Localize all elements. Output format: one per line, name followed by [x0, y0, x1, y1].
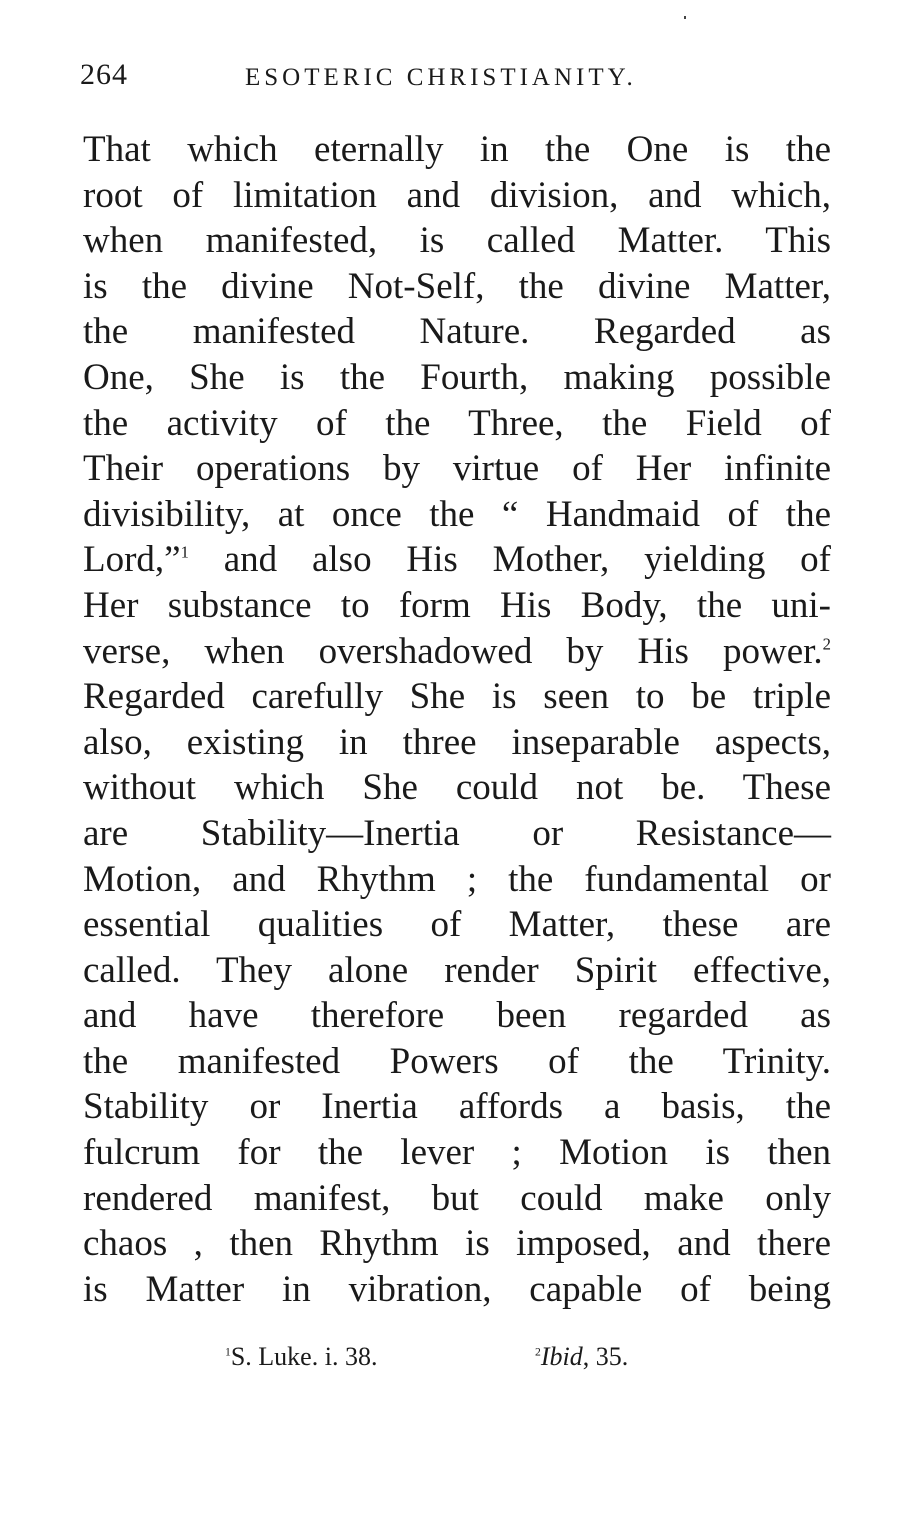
text-line-with-footnote — [83, 629, 831, 675]
footnote-text: , 35. — [582, 1342, 629, 1371]
text-line: Her substance to form His Body, the uni- — [83, 584, 831, 626]
text-line: is the divine Not-Self, the divine Matter, — [83, 265, 831, 307]
text-line: That which eternally in the One is the — [83, 129, 831, 170]
footnote-1 — [225, 1342, 377, 1372]
text-fragment: and also His Mother, yielding of — [188, 539, 831, 581]
text-line: the manifested Powers of the Trinity. — [83, 1040, 831, 1082]
text-line: the manifested Nature. Regarded as — [83, 311, 831, 353]
text-line: are Stability—Inertia or Resistance— — [83, 812, 831, 854]
text-line: chaos , then Rhythm is imposed, and there — [83, 1223, 831, 1265]
footnote-marker: 2 — [535, 1345, 541, 1359]
text-line: when manifested, is called Matter. This — [83, 220, 831, 262]
text-line-with-footnote — [83, 537, 831, 583]
page-number: 264 — [80, 58, 128, 91]
text-line: Motion, and Rhythm ; the fundamental or — [83, 858, 831, 900]
text-line: also, existing in three inseparable aspects, — [83, 721, 831, 763]
footnotes — [225, 1342, 705, 1382]
footnote-marker: 2 — [822, 634, 831, 654]
text-line: divisibility, at once the “ Handmaid of the — [83, 493, 831, 535]
footnote-2 — [535, 1342, 628, 1372]
print-speck — [684, 16, 686, 19]
text-line: Stability or Inertia affords a basis, the — [83, 1086, 831, 1128]
running-title: ESOTERIC CHRISTIANITY. — [245, 64, 637, 91]
text-fragment: verse, when overshadowed by His power. — [83, 630, 823, 672]
running-head — [80, 58, 840, 98]
text-line: One, She is the Fourth, making possible — [83, 356, 831, 398]
text-line: root of limitation and division, and which, — [83, 174, 831, 216]
text-line: and have therefore been regarded as — [83, 995, 831, 1037]
text-line: the activity of the Three, the Field of — [83, 402, 831, 444]
text-line: Their operations by virtue of Her infinite — [83, 448, 831, 490]
body-text — [83, 127, 831, 1312]
text-line: Regarded carefully She is seen to be triple — [83, 676, 831, 718]
footnote-marker: 1 — [225, 1345, 231, 1359]
footnote-text: S. Luke. i. 38. — [230, 1342, 378, 1371]
text-line: fulcrum for the lever ; Motion is then — [83, 1132, 831, 1174]
text-line: essential qualities of Matter, these are — [83, 904, 831, 946]
text-line: without which She could not be. These — [83, 767, 831, 809]
text-fragment: Lord,” — [83, 539, 181, 581]
text-line: rendered manifest, but could make only — [83, 1177, 831, 1219]
footnote-text-italic: Ibid — [540, 1342, 583, 1371]
text-line: called. They alone render Spirit effective, — [83, 949, 831, 991]
footnote-marker: 1 — [180, 543, 189, 563]
text-line: is Matter in vibration, capable of being — [83, 1268, 831, 1310]
